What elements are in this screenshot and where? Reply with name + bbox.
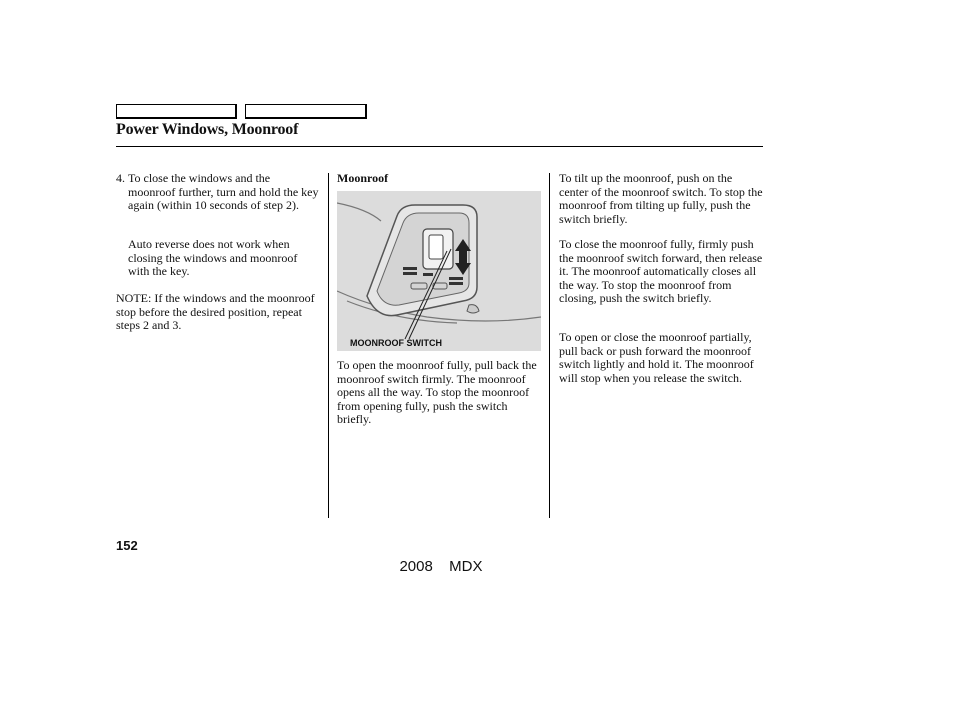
page-number: 152 — [116, 538, 138, 553]
moonroof-heading: Moonroof — [337, 171, 389, 185]
header-tab-1 — [116, 104, 237, 119]
moonroof-switch-illustration — [337, 191, 541, 351]
tilt-moonroof-paragraph: To tilt up the moonroof, push on the center of the moonroof switch. To stop the moonroof from tilting up fully, push the switch briefly. — [559, 171, 763, 226]
title-divider — [116, 146, 763, 147]
overhead-console-drawing — [337, 191, 541, 351]
column-divider-2 — [549, 173, 550, 518]
model-footer: 2008 MDX — [399, 558, 483, 575]
auto-reverse-paragraph: Auto reverse does not work when closing the windows and moonroof with the key. — [128, 237, 298, 278]
step-number: 4. — [116, 171, 125, 185]
page-title: Power Windows, Moonroof — [116, 121, 299, 138]
partial-moonroof-paragraph: To open or close the moonroof partially, pull back or push forward the moonroof switch lightly and hold it. The moonroof will stop when you release the switch. — [559, 330, 754, 385]
note-paragraph: NOTE: If the windows and the moonroof stop before the desired position, repeat steps 2 and 3. — [116, 291, 315, 332]
header-tab-2 — [245, 104, 367, 119]
open-moonroof-paragraph: To open the moonroof fully, pull back the moonroof switch firmly. The moonroof opens all the way. To stop the moonroof from opening fully, push the switch briefly. — [337, 358, 537, 426]
close-moonroof-paragraph: To close the moonroof fully, firmly push the moonroof switch forward, then release it. The moonroof automatically closes all the way. To stop the moonroof from closing, push the switch briefly. — [559, 237, 763, 305]
figure-label: MOONROOF SWITCH — [350, 338, 442, 348]
column-divider-1 — [328, 173, 329, 518]
step-4-text: To close the windows and the moonroof further, turn and hold the key again (within 10 seconds of step 2). — [128, 171, 319, 212]
